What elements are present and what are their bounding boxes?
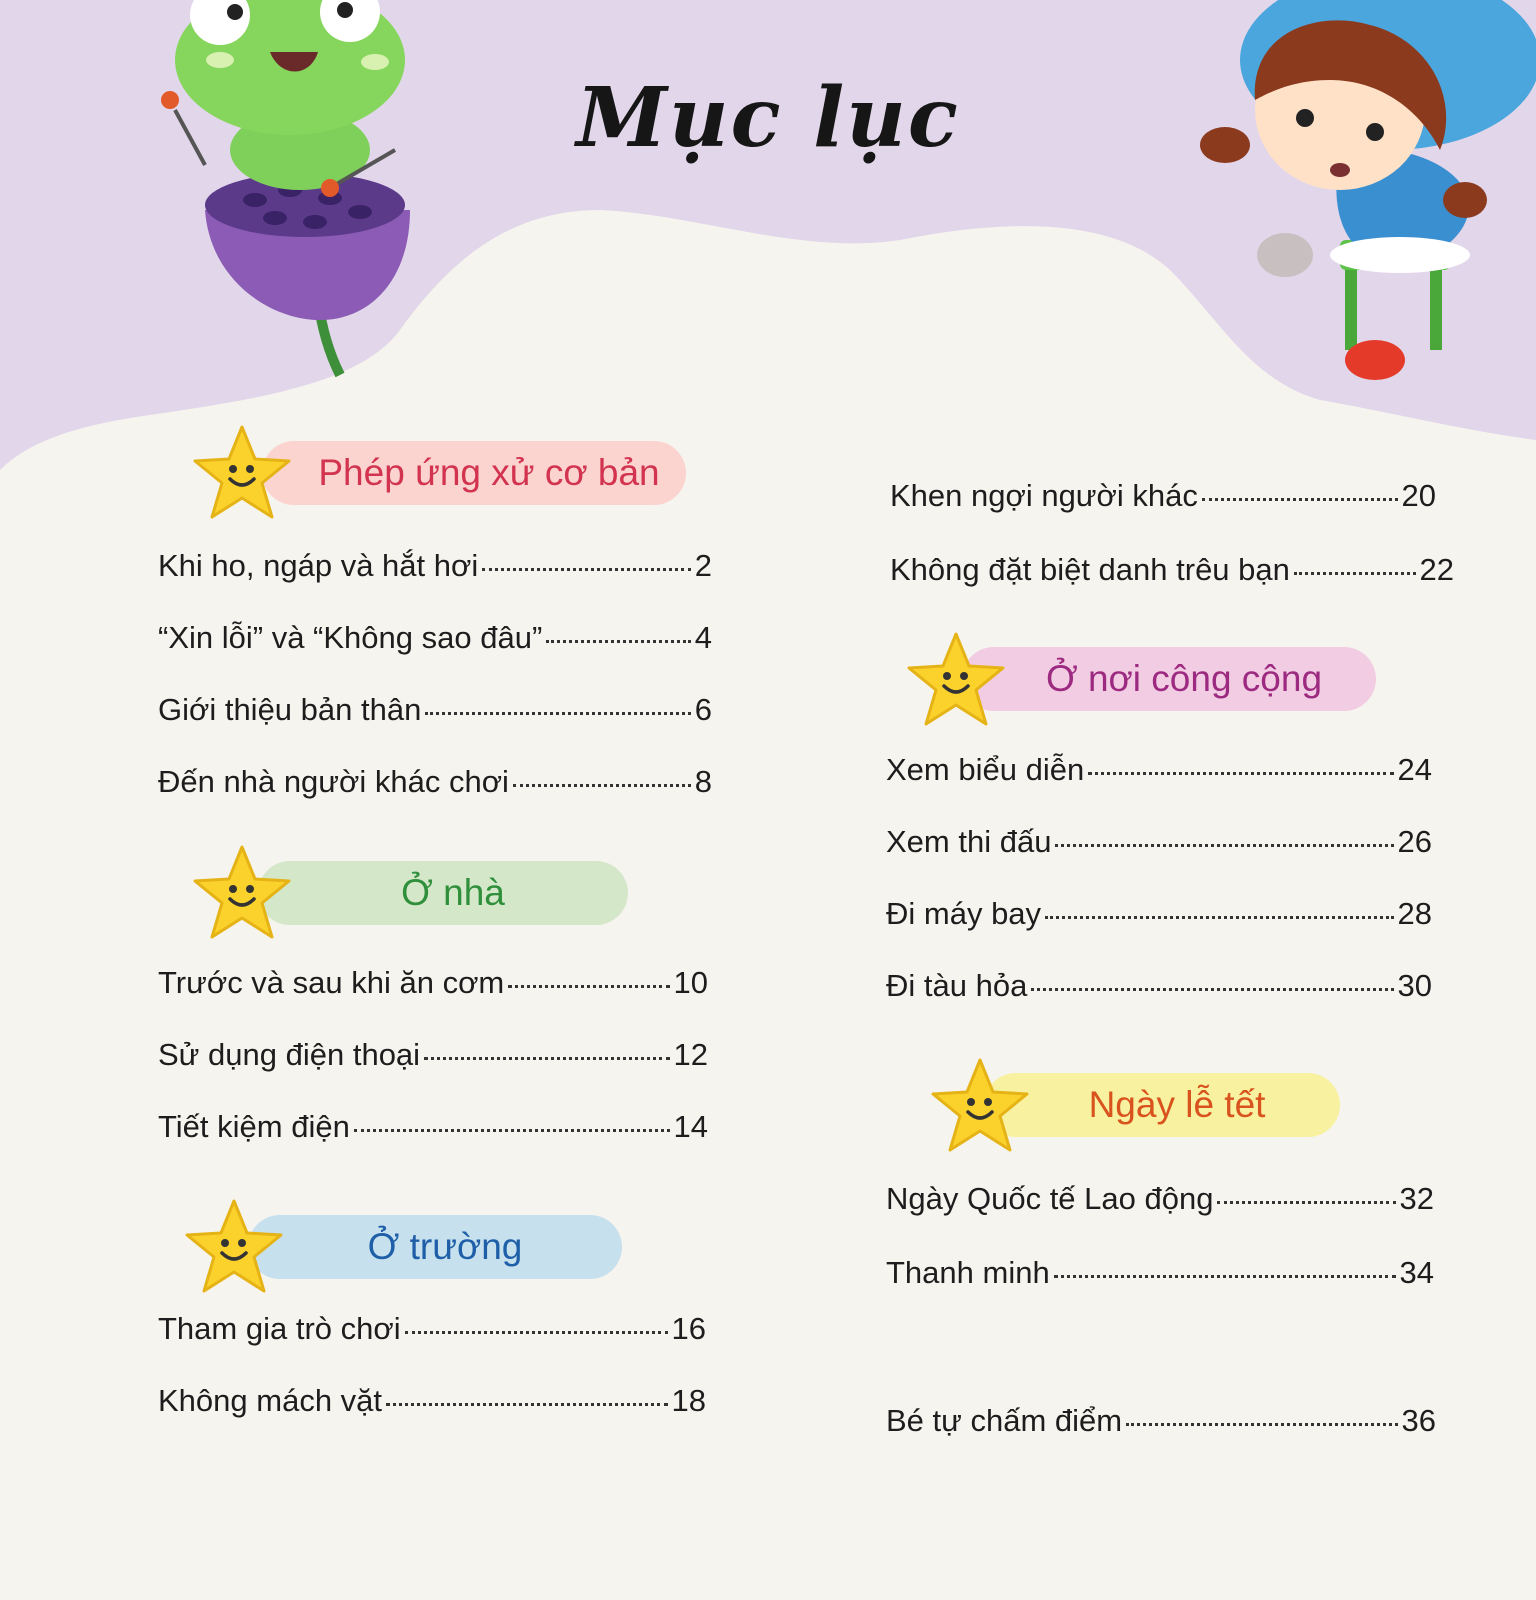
entry-title: Khen ngợi người khác [890, 478, 1198, 513]
toc-entry[interactable] [158, 764, 712, 800]
dot-leader [546, 640, 690, 643]
entry-title: “Xin lỗi” và “Không sao đâu” [158, 620, 543, 655]
toc-entry[interactable] [886, 968, 1432, 1004]
entry-page: 12 [673, 1037, 708, 1072]
dot-leader [1045, 916, 1393, 919]
entry-page: 30 [1397, 968, 1432, 1003]
toc-entry[interactable] [890, 478, 1436, 514]
smiling-star-icon [906, 630, 1006, 730]
dot-leader [1088, 772, 1393, 775]
toc-entry[interactable] [886, 1181, 1434, 1217]
entry-page: 22 [1419, 552, 1454, 587]
entry-page: 8 [694, 764, 712, 799]
toc-entry[interactable] [158, 620, 712, 656]
entry-title: Trước và sau khi ăn cơm [158, 965, 505, 1000]
section-title: Ở nơi công cộng [1045, 658, 1323, 699]
toc-entry[interactable] [158, 692, 712, 728]
entry-page: 16 [671, 1311, 706, 1346]
section-pill-public-places [962, 647, 1376, 711]
toc-entry[interactable] [158, 1311, 706, 1347]
toc-entry[interactable] [886, 896, 1432, 932]
section-pill-at-home [258, 861, 628, 925]
entry-page: 28 [1397, 896, 1432, 931]
toc-entry[interactable] [886, 824, 1432, 860]
dot-leader [1217, 1201, 1395, 1204]
entry-title: Đi tàu hỏa [886, 968, 1028, 1003]
entry-page: 36 [1401, 1403, 1436, 1438]
section-pill-basic-manners [262, 441, 686, 505]
toc-entry[interactable] [890, 552, 1454, 588]
entry-title: Không đặt biệt danh trêu bạn [890, 552, 1290, 587]
toc-entry-self-assessment[interactable] [886, 1403, 1436, 1439]
section-title: Ngày lễ tết [1088, 1084, 1266, 1125]
dot-leader [508, 985, 669, 988]
smiling-star-icon [192, 843, 292, 943]
entry-page: 10 [673, 965, 708, 1000]
entry-title: Ngày Quốc tế Lao động [886, 1181, 1214, 1216]
section-title: Ở nhà [401, 872, 505, 913]
entry-title: Tham gia trò chơi [158, 1311, 401, 1346]
dot-leader [424, 1057, 669, 1060]
toc-entry[interactable] [158, 965, 708, 1001]
toc-entry[interactable] [886, 1255, 1434, 1291]
dot-leader [1202, 498, 1398, 501]
entry-page: 32 [1399, 1181, 1434, 1216]
smiling-star-icon [184, 1197, 284, 1297]
toc-entry[interactable] [158, 1109, 708, 1145]
toc-entry[interactable] [158, 1037, 708, 1073]
page-title: Mục lục [576, 70, 960, 166]
section-pill-holidays [984, 1073, 1340, 1137]
entry-title: Đi máy bay [886, 896, 1042, 931]
entry-title: Đến nhà người khác chơi [158, 764, 509, 799]
entry-title: Xem thi đấu [886, 824, 1052, 859]
toc-entry[interactable] [158, 1383, 706, 1419]
entry-page: 34 [1399, 1255, 1434, 1290]
smiling-star-icon [930, 1056, 1030, 1156]
section-title: Ở trường [367, 1226, 523, 1267]
dot-leader [1055, 844, 1393, 847]
entry-page: 24 [1397, 752, 1432, 787]
toc-entry[interactable] [158, 548, 712, 584]
dot-leader [513, 784, 691, 787]
entry-title: Không mách vặt [158, 1383, 383, 1418]
dot-leader [482, 568, 691, 571]
entry-page: 14 [673, 1109, 708, 1144]
dot-leader [1054, 1275, 1396, 1278]
entry-title: Giới thiệu bản thân [158, 692, 422, 727]
section-title: Phép ứng xử cơ bản [318, 452, 660, 493]
dot-leader [405, 1331, 668, 1334]
dot-leader [1031, 988, 1393, 991]
dot-leader [1294, 572, 1416, 575]
entry-title: Sử dụng điện thoại [158, 1037, 421, 1072]
entry-page: 26 [1397, 824, 1432, 859]
dot-leader [386, 1403, 667, 1406]
dot-leader [425, 712, 690, 715]
entry-page: 4 [694, 620, 712, 655]
entry-title: Xem biểu diễn [886, 752, 1085, 787]
dot-leader [354, 1129, 670, 1132]
entry-title: Thanh minh [886, 1255, 1050, 1290]
entry-title: Tiết kiệm điện [158, 1109, 350, 1144]
entry-page: 6 [694, 692, 712, 727]
toc-entry[interactable] [886, 752, 1432, 788]
dot-leader [1126, 1423, 1397, 1426]
entry-page: 20 [1401, 478, 1436, 513]
entry-title: Khi ho, ngáp và hắt hơi [158, 548, 479, 583]
smiling-star-icon [192, 423, 292, 523]
section-pill-at-school [248, 1215, 622, 1279]
entry-page: 2 [694, 548, 712, 583]
entry-title: Bé tự chấm điểm [886, 1403, 1123, 1438]
entry-page: 18 [671, 1383, 706, 1418]
